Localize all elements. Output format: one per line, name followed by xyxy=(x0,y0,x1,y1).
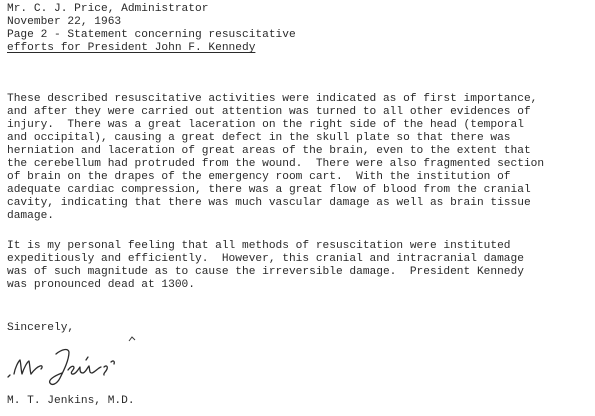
paragraph-1-line: the cerebellum had protruded from the wound. There were also fragmented section xyxy=(7,158,545,170)
signer-name: M. T. Jenkins, M.D. xyxy=(7,395,135,407)
closing-salutation: Sincerely, xyxy=(7,322,75,334)
paragraph-1-line: cavity, indicating that there was much vascular damage as well as brain tissue xyxy=(7,197,531,209)
recipient-line: Mr. C. J. Price, Administrator xyxy=(7,3,209,15)
paragraph-2-line: was of such magnitude as to cause the irreversible damage. President Kennedy xyxy=(7,266,524,278)
subject-line-2: efforts for President John F. Kennedy xyxy=(7,42,256,54)
paragraph-1-line: herniation and laceration of great areas of the brain, even to the extent that xyxy=(7,145,531,157)
subject-line-1: Page 2 - Statement concerning resuscitative xyxy=(7,29,296,41)
paragraph-1-line: These described resuscitative activities were indicated as of first importance, xyxy=(7,93,538,105)
paragraph-1-line: damage. xyxy=(7,210,54,222)
date-line: November 22, 1963 xyxy=(7,16,122,28)
paragraph-1-line: and after they were carried out attention was turned to all other evidences of xyxy=(7,106,531,118)
paragraph-2-line: expeditiously and efficiently. However, this cranial and intracranial damage xyxy=(7,253,524,265)
paragraph-2-line: It is my personal feeling that all methods of resuscitation were instituted xyxy=(7,240,511,252)
paragraph-1-line: injury. There was a great laceration on the right side of the head (temporal xyxy=(7,119,524,131)
paragraph-2-line: was pronounced dead at 1300. xyxy=(7,279,195,291)
handwritten-signature xyxy=(6,340,171,390)
paragraph-1-line: of brain on the drapes of the emergency room cart. With the institution of xyxy=(7,171,511,183)
paragraph-1-line: and occipital), causing a great defect in the skull plate so that there was xyxy=(7,132,511,144)
paragraph-1-line: adequate cardiac compression, there was a great flow of blood from the cranial xyxy=(7,184,531,196)
